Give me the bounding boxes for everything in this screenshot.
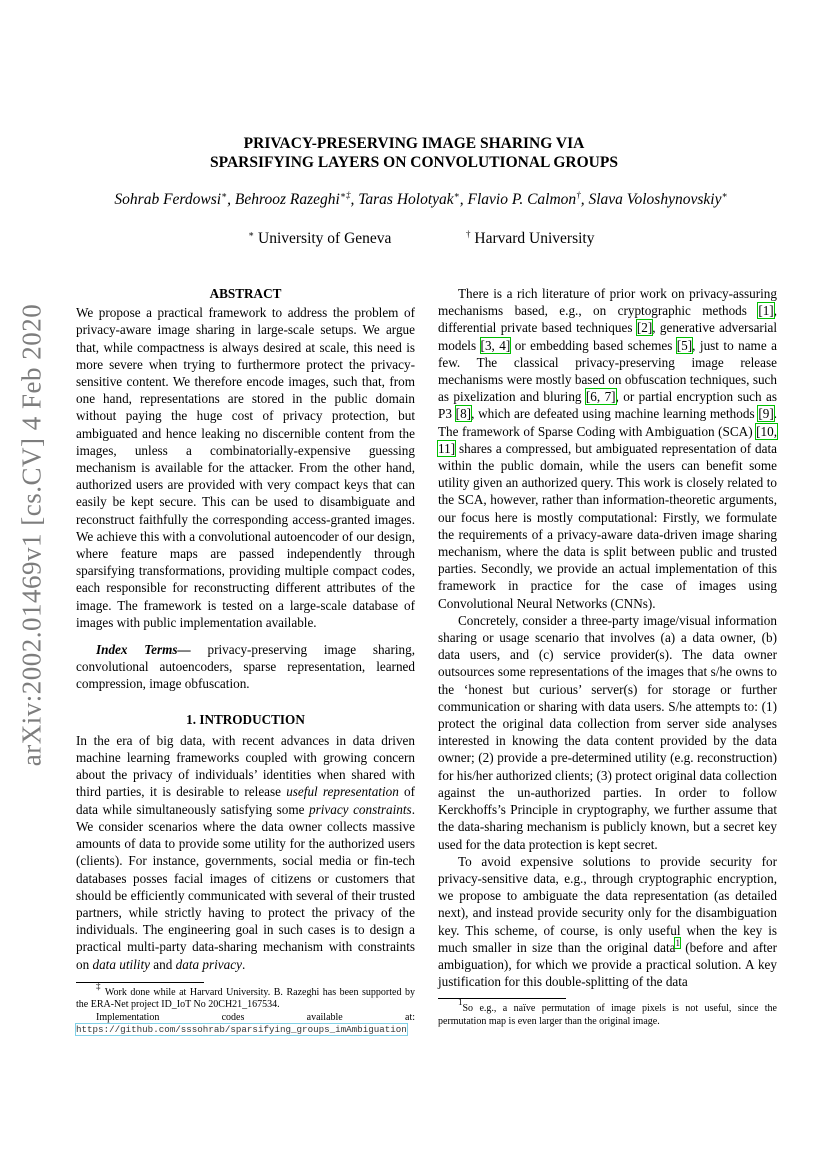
intro-heading: 1. INTRODUCTION	[186, 711, 305, 727]
author-name: Taras Holotyak	[358, 191, 454, 208]
footnote-link[interactable]: 1	[675, 937, 680, 948]
footnote-mark: 1	[458, 997, 463, 1008]
citation-link[interactable]: [10, 11]	[438, 423, 777, 456]
literature-paragraph: There is a rich literature of prior work on privacy-assuring mechanisms based, e.g., on cryptographic methods [1], differential private based techniques [2], generative adversarial models [3, 4] or embedding based schemes [5], just to name a few. The classical privacy-preserving image release mechanisms were mostly based on obfuscation techniques, such as pixelization and bluring [6, 7], or partial encryption such as P3 [8], which are defeated using machine learning methods [9]. The framework of Sparse Coding with Ambiguation (SCA) [10, 11] shares a compressed, but ambiguated representation of data within the public domain, while the users can benefit some utility given an authorized query. This work is closely related to the SCA, however, rather than information-theoretic arguments, our focus here is mostly computational: Firstly, we formulate the requirements of a privacy-aware data-driven image sharing mechanism, where the data is split between public and trusted parties. Secondly, we provide an actual implementation of this framework in practice for the case of images using Convolutional Neural Networks (CNNs).	[438, 286, 778, 611]
code-link[interactable]: https://github.com/sssohrab/sparsifying_groups_imAmbiguation	[76, 1024, 407, 1036]
abstract-text: We propose a practical framework to address the problem of privacy-aware image sharing in large-scale setups. We argue that, while compactness is always desired at scale, this need is more severe when trying to furthermore protect the privacy-sensitive content. We therefore encode images, such that, from one hand, representations are stored in the public domain without paying the huge cost of privacy protection, but ambiguated and hence leaking no discernible content from the images, unless a combinatorially-expensive guessing mechanism is available for the attacker. From the other hand, authorized users are provided with very compact keys that can easily be kept secure. This can be used to disambiguate and reconstruct faithfully the corresponding access-granted images. We achieve this with a convolutional autoencoder of our design, where feature maps are passed independently through sparsifying transformations, providing multiple compact codes, each responsible for reconstructing different attributes of the image. The framework is tested on a large-scale database of images with public implementation available.	[76, 305, 415, 630]
author-mark: ∗	[221, 190, 228, 200]
citation-link[interactable]: [9]	[758, 406, 774, 422]
footnote-mark: ‡	[96, 980, 102, 991]
title-line-1: PRIVACY-PRESERVING IMAGE SHARING VIA	[243, 135, 585, 152]
arxiv-side-label	[12, 303, 52, 767]
citation-link[interactable]: [6, 7]	[585, 389, 616, 405]
intro-paragraph: In the era of big data, with recent advances in data driven machine learning frameworks coupled with growing concern about the privacy of individuals’ identities when shared with third parties, it is desirable to release useful representation of data while simultaneously satisfying some privacy constraints. We consider scenarios where the data owner collects massive amounts of data to provide some utility for the authorized users (clients). For instance, governments, social media or fin-tech databases posses facial images of citizens or customers that should be efficiently communicated with several of their trusted partners, while strictly having to protect the privacy of the individuals. The engineering goal in such cases is to design a practical multi-party data-sharing mechanism with constraints on data utility and data privacy.	[76, 732, 415, 972]
affiliation-mark: †	[466, 229, 471, 239]
abstract-heading: ABSTRACT	[209, 286, 282, 301]
affiliation-geneva	[248, 230, 391, 248]
footnote-permutation: $^1$So e.g., a naïve permutation of image pixels is not useful, since the permutation map is even larger than the original image.	[438, 997, 777, 1027]
author-mark: †	[576, 190, 581, 200]
author-name: Slava Voloshynovskiy	[588, 191, 722, 208]
affiliation-mark: ∗	[248, 229, 255, 239]
affiliation-harvard	[466, 230, 594, 248]
citation-link[interactable]: [5]	[676, 337, 693, 353]
author-name: Behrooz Razeghi	[234, 191, 340, 208]
citation-link[interactable]: [1]	[758, 303, 774, 319]
author-mark: ∗	[453, 190, 460, 200]
citation-link[interactable]: [3, 4]	[480, 337, 511, 353]
affiliation-name: University of Geneva	[258, 230, 392, 247]
author-mark: ∗	[721, 190, 728, 200]
index-terms-label: Index Terms—	[96, 642, 191, 658]
index-terms-text: privacy-preserving image sharing, convolutional autoencoders, sparse representation, learned compression, image obfuscation.	[76, 642, 415, 692]
title-line-2: SPARSIFYING LAYERS ON CONVOLUTIONAL GROUPS	[210, 154, 618, 171]
left-column	[76, 285, 415, 1037]
footnote-code: Implementation codes available at: https://github.com/sssohrab/sparsifying_groups_imAmbiguation	[76, 1011, 415, 1036]
footnote-harvard: ‡ Work done while at Harvard University. B. Razeghi has been supported by the ERA-Net project ID_IoT No 20CH21_167534.	[76, 980, 416, 1011]
right-column	[438, 285, 777, 1028]
author-mark: ∗‡	[339, 190, 351, 200]
author-name: Sohrab Ferdowsi	[114, 191, 222, 208]
citation-link[interactable]: [2]	[636, 320, 653, 336]
author-list: Sohrab Ferdowsi∗, Behrooz Razeghi∗‡, Taras Holotyak∗, Flavio P. Calmon†, Slava Voloshynovskiy∗	[114, 190, 728, 208]
scenario-paragraph: Concretely, consider a three-party image/visual information sharing or usage scenario that involves (a) a data owner, (b) data users, and (c) service provider(s). The data owner outsources some representations of the images that s/he owns to the ‘honest but curious’ server(s) for storage or further communication or sharing with data users. S/he attempts to: (1) protect the original data collection from server side analyses interested in knowing the data content provided by the data owner; (2) provide a pre-determined utility (e.g. reconstruction) for his/her authorized clients; (3) protect original data collection against the un-authorized parties. In order to follow Kerckhoffs’s Principle in cryptography, we further assume that the data-sharing mechanism is publicly known, but a secret key used for the data protection is kept secret.	[438, 612, 777, 852]
arxiv-id: arXiv:2002.01469v1 [cs.CV] 4 Feb 2020	[16, 303, 47, 767]
affiliation-name: Harvard University	[474, 230, 595, 247]
author-name: Flavio P. Calmon	[467, 191, 577, 208]
paper-title	[90, 134, 738, 172]
index-terms	[76, 641, 415, 693]
security-paragraph: To avoid expensive solutions to provide security for privacy-sensitive data, e.g., through cryptographic encryption, we propose to ambiguate the data representation (as detailed next), and instead provide security only for the disambiguation key. This scheme, of course, is only useful when the key is much smaller in size than the original data$^1$ (before and after ambiguation), for which we provide a practical solution. A key justification for this double-splitting of the data	[438, 853, 778, 990]
citation-link[interactable]: [8]	[455, 406, 472, 422]
